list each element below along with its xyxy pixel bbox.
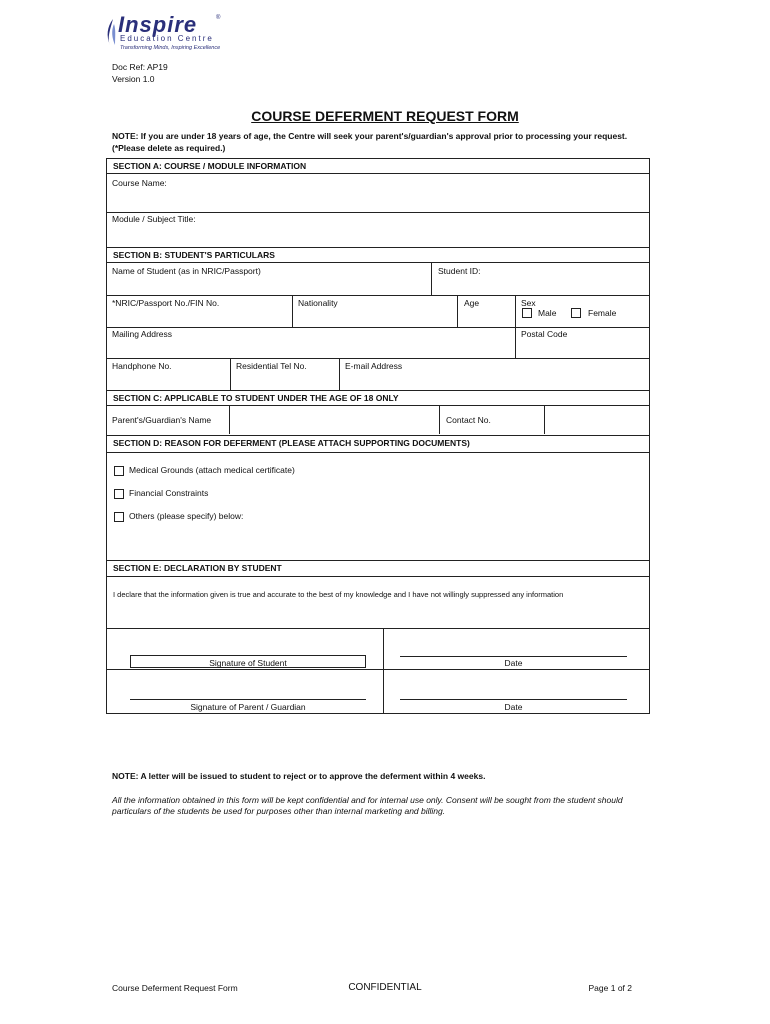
privacy-note: All the information obtained in this form will be kept confidential and for internal use only. Consent will be sought from the student should particulars of the students be used for purposes other than internal marketing and billing. (112, 795, 623, 816)
page-title: COURSE DEFERMENT REQUEST FORM (251, 108, 519, 124)
medical-label: Medical Grounds (attach medical certificate) (129, 465, 295, 475)
logo (104, 14, 234, 54)
course-name-field[interactable] (107, 176, 649, 212)
student-signature-label: Signature of Student (209, 658, 287, 668)
section-c-heading: SECTION C: APPLICABLE TO STUDENT UNDER THE AGE OF 18 ONLY (106, 390, 650, 406)
doc-ref: Doc Ref: AP19 (112, 62, 168, 72)
female-checkbox[interactable] (571, 308, 581, 318)
nationality-label: Nationality (298, 298, 338, 308)
student-name-label: Name of Student (as in NRIC/Passport) (112, 266, 261, 276)
male-checkbox[interactable] (522, 308, 532, 318)
email-field[interactable] (340, 359, 649, 389)
financial-checkbox[interactable] (114, 489, 124, 499)
footer-page-number: Page 1 of 2 (588, 983, 632, 993)
male-label: Male (538, 308, 557, 318)
contact-no-label: Contact No. (446, 415, 491, 425)
footer-confidential: CONFIDENTIAL (348, 982, 422, 993)
student-name-field[interactable] (107, 264, 430, 295)
divider (515, 295, 516, 328)
date-line (400, 656, 627, 657)
parent-date-field[interactable] (400, 682, 627, 699)
student-id-label: Student ID: (438, 266, 481, 276)
section-d-heading: SECTION D: REASON FOR DEFERMENT (PLEASE ATTACH SUPPORTING DOCUMENTS) (106, 435, 650, 453)
female-label: Female (588, 308, 617, 318)
postal-code-field[interactable] (516, 328, 649, 358)
nric-field[interactable] (107, 296, 291, 327)
divider (106, 628, 650, 629)
nric-label: *NRIC/Passport No./FIN No. (112, 298, 220, 308)
registered-mark: ® (216, 15, 221, 21)
logo-subtitle: Education Centre (120, 34, 214, 43)
section-a-heading: SECTION A: COURSE / MODULE INFORMATION (106, 158, 650, 174)
parent-date-label: Date (504, 702, 523, 712)
email-label: E-mail Address (345, 361, 403, 371)
residential-tel-label: Residential Tel No. (236, 361, 307, 371)
module-title-label: Module / Subject Title: (112, 214, 196, 224)
declaration-text: I declare that the information given is true and accurate to the best of my knowledge and I have not willingly suppressed any information (113, 590, 564, 599)
parent-signature-label: Signature of Parent / Guardian (190, 702, 306, 712)
handphone-label: Handphone No. (112, 361, 172, 371)
logo-brand: Inspire (118, 12, 198, 37)
others-checkbox[interactable] (114, 512, 124, 522)
divider (106, 669, 650, 670)
course-name-label: Course Name: (112, 178, 167, 188)
divider (383, 628, 384, 714)
mailing-address-field[interactable] (107, 328, 514, 358)
others-specify-field[interactable] (114, 524, 644, 558)
nationality-field[interactable] (293, 296, 456, 327)
medical-checkbox[interactable] (114, 466, 124, 476)
section-b-heading: SECTION B: STUDENT'S PARTICULARS (106, 247, 650, 263)
others-label: Others (please specify) below: (129, 511, 244, 521)
residential-tel-field[interactable] (231, 359, 338, 389)
parent-signature-line (130, 699, 366, 700)
divider (439, 406, 440, 434)
logo-tagline: Transforming Minds, Inspiring Excellence (120, 45, 221, 51)
sex-label: Sex (521, 298, 536, 308)
student-date-field[interactable] (400, 640, 627, 656)
note-top: NOTE: If you are under 18 years of age, the Centre will seek your parent's/guardian's approval prior to processing your request. (*Please delete as required.) (112, 131, 628, 153)
guardian-name-label: Parent's/Guardian's Name (112, 415, 212, 425)
doc-version: Version 1.0 (112, 74, 155, 84)
guardian-name-field[interactable] (230, 407, 438, 433)
section-e-heading: SECTION E: DECLARATION BY STUDENT (106, 560, 650, 577)
mailing-address-label: Mailing Address (112, 329, 173, 339)
postal-code-label: Postal Code (521, 329, 568, 339)
handphone-field[interactable] (107, 359, 229, 389)
student-date-label: Date (504, 658, 523, 668)
module-title-field[interactable] (107, 213, 649, 247)
age-label: Age (464, 298, 480, 308)
financial-label: Financial Constraints (129, 488, 209, 498)
parent-signature-field[interactable] (130, 682, 366, 699)
age-field[interactable] (458, 296, 514, 327)
date-line (400, 699, 627, 700)
note-bottom: NOTE: A letter will be issued to student to reject or to approve the deferment within 4 weeks. (112, 771, 486, 781)
student-id-field[interactable] (432, 264, 649, 295)
contact-no-field[interactable] (545, 407, 649, 433)
footer-form-name: Course Deferment Request Form (112, 983, 238, 993)
